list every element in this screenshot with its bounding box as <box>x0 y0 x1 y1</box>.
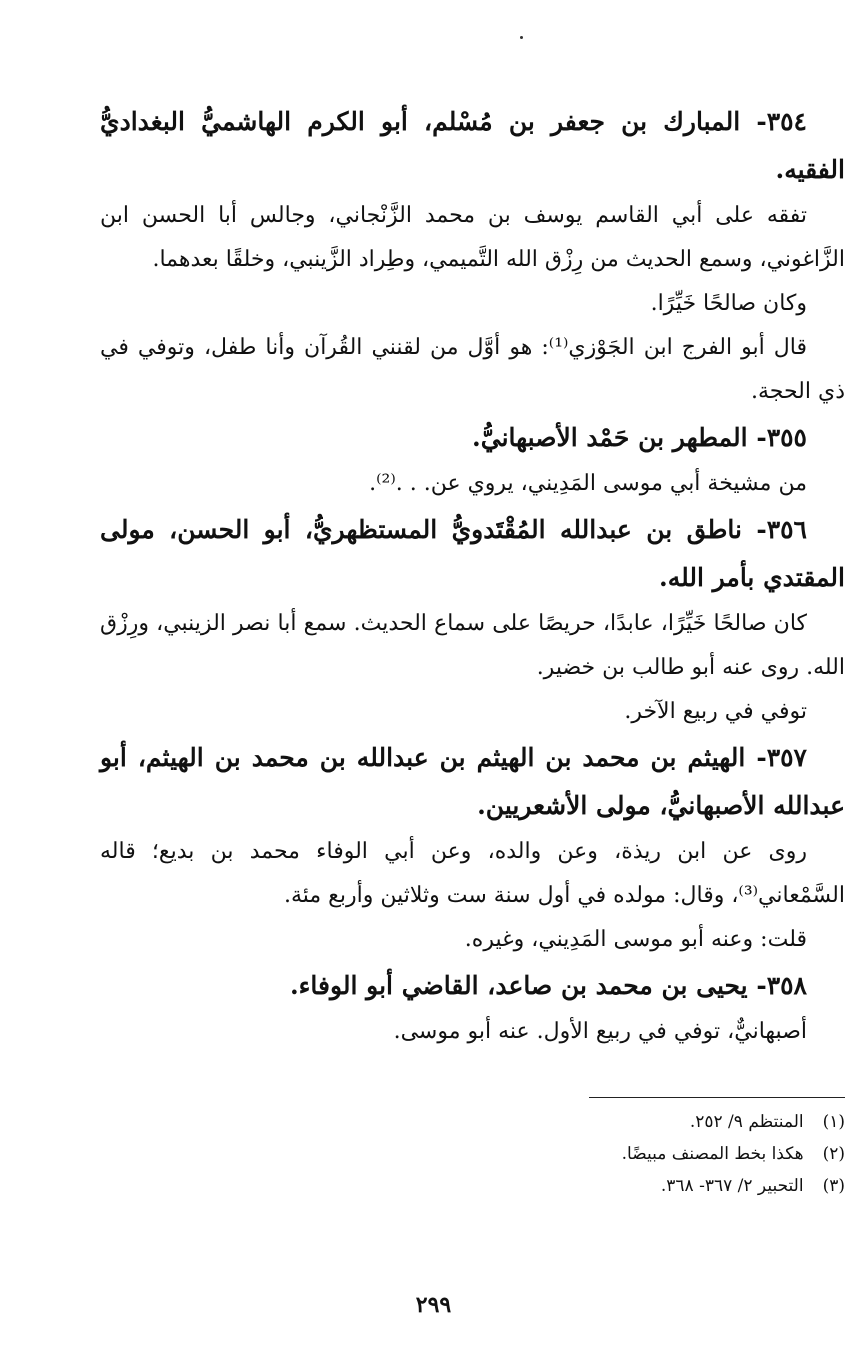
footnote-text: التحبير ٢/ ٣٦٧- ٣٦٨. <box>660 1176 804 1196</box>
entry-paragraph: أصبهانيٌّ، توفي في ربيع الأول. عنه أبو موسى. <box>393 1019 807 1044</box>
entry-355 <box>100 414 845 506</box>
entry-358 <box>100 962 845 1054</box>
footnote-number: (١) <box>822 1112 845 1132</box>
footnote <box>300 1106 845 1138</box>
ink-speck <box>520 36 523 39</box>
entry-heading: ٣٥٦- ناطق بن عبدالله المُقْتَدويُّ المستظهريُّ، أبو الحسن، مولى المقتدي بأمر الله. <box>100 515 845 592</box>
entry-paragraph: قلت: وعنه أبو موسى المَدِيني، وغيره. <box>464 927 807 952</box>
entry-heading: ٣٥٨- يحيى بن محمد بن صاعد، القاضي أبو الوفاء. <box>289 971 807 1000</box>
entry-heading: ٣٥٤- المبارك بن جعفر بن مُسْلم، أبو الكرم الهاشميُّ البغداديُّ الفقيه. <box>100 107 845 184</box>
entry-paragraph: توفي في ربيع الآخر. <box>624 699 807 724</box>
entry-paragraph: وكان صالحًا خَيِّرًا. <box>650 291 807 316</box>
entry-paragraph: قال أبو الفرج ابن الجَوْزي⁽¹⁾: هو أوَّل من لقنني القُرآن وأنا طفل، وتوفي في ذي الحجة. <box>100 335 845 404</box>
entry-357 <box>100 734 845 962</box>
entry-paragraph: تفقه على أبي القاسم يوسف بن محمد الزَّنْجاني، وجالس أبا الحسن ابن الزَّاغوني، وسمع الحديث من رِزْق الله التَّميمي، وطِراد الزَّينبي، وخلقًا بعدهما. <box>100 203 845 272</box>
entry-heading: ٣٥٥- المطهر بن حَمْد الأصبهانيُّ. <box>472 423 807 452</box>
entry-356 <box>100 506 845 734</box>
entry-heading: ٣٥٧- الهيثم بن محمد بن الهيثم بن عبدالله بن محمد بن الهيثم، أبو عبدالله الأصبهانيُّ، مولى الأشعريين. <box>100 743 845 820</box>
footnotes <box>300 1106 845 1202</box>
entry-paragraph: كان صالحًا خَيِّرًا، عابدًا، حريصًا على سماع الحديث. سمع أبا نصر الزينبي، ورِزْق الله. روى عنه أبو طالب بن خضير. <box>100 611 845 680</box>
footnote-number: (٣) <box>822 1176 845 1196</box>
main-text <box>100 98 845 1054</box>
entry-paragraph: من مشيخة أبي موسى المَدِيني، يروي عن. . .⁽²⁾. <box>369 471 807 496</box>
footnote-number: (٢) <box>822 1144 845 1164</box>
page-number: ٢٩٩ <box>415 1292 452 1318</box>
footnote <box>300 1138 845 1170</box>
entry-paragraph: روى عن ابن ريذة، وعن والده، وعن أبي الوفاء محمد بن بديع؛ قاله السَّمْعاني⁽³⁾، وقال: مولده في أول سنة ست وثلاثين وأربع مئة. <box>100 839 845 908</box>
footnotes-divider <box>589 1097 845 1098</box>
footnote-text: هكذا بخط المصنف مبيضًا. <box>621 1144 804 1164</box>
footnote <box>300 1170 845 1202</box>
footnote-text: المنتظم ٩/ ٢٥٢. <box>689 1112 804 1132</box>
entry-354 <box>100 98 845 414</box>
